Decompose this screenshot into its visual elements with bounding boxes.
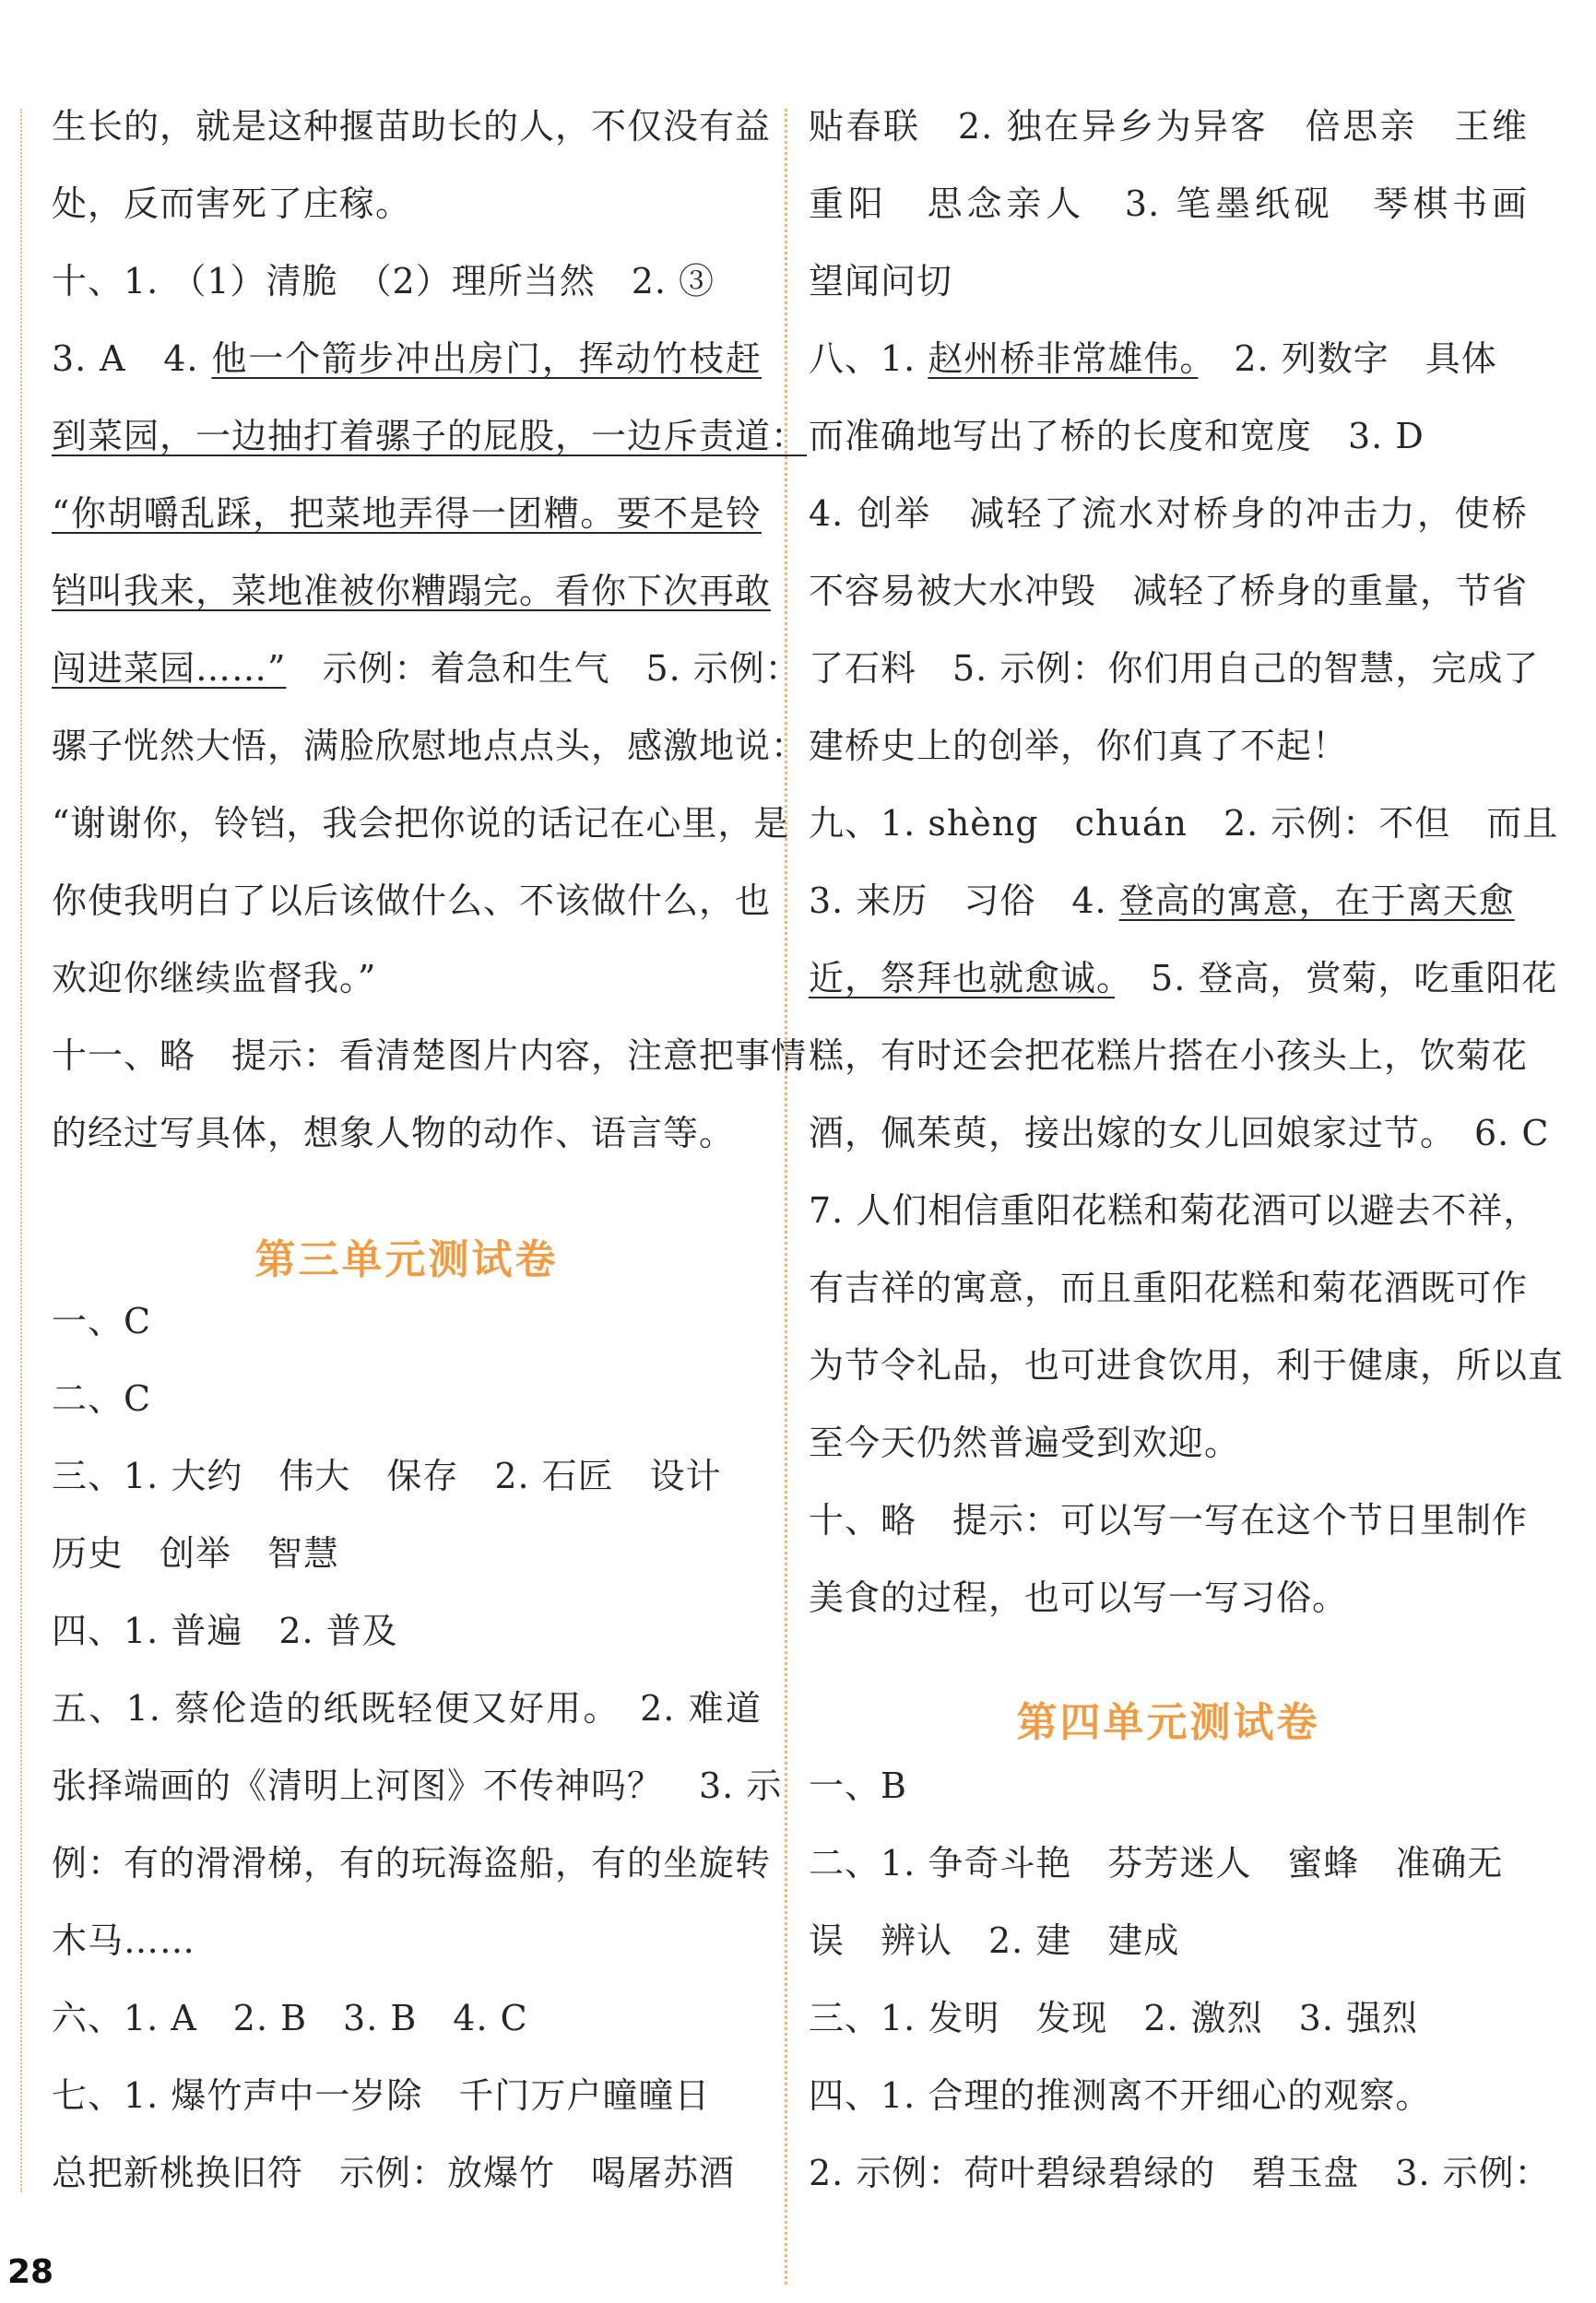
answer-line	[809, 103, 1528, 149]
answer-text: 4. 创举 减轻了流水对桥身的冲击力，使桥	[809, 493, 1528, 534]
underlined-answer-text: 闯进菜园……”	[52, 648, 287, 689]
answer-line	[809, 723, 1528, 769]
answer-text: 7. 人们相信重阳花糕和菊花酒可以避去不祥，	[809, 1190, 1540, 1231]
answer-text: 五、1. 蔡伦造的纸既轻便又好用。 2. 难道	[52, 1688, 762, 1729]
answer-text: 有吉祥的寓意，而且重阳花糕和菊花酒既可作	[809, 1268, 1529, 1308]
answer-line	[809, 878, 1528, 924]
answer-line	[52, 1995, 762, 2041]
answer-line	[809, 490, 1528, 537]
answer-line	[52, 336, 762, 382]
underlined-answer-text: 赵州桥非常雄伟。	[928, 338, 1199, 379]
answer-line	[52, 2073, 762, 2119]
answer-line	[809, 1187, 1540, 1234]
answer-text: 为节令礼品，也可进食饮用，利于健康，所以直	[809, 1345, 1565, 1386]
answer-text: 望闻问切	[809, 261, 953, 301]
answer-text: “谢谢你，铃铛，我会把你说的话记在心里，是	[52, 803, 790, 844]
answer-text: 六、1. A 2. B 3. B 4. C	[52, 1998, 528, 2038]
answer-text: 四、1. 普遍 2. 普及	[52, 1611, 398, 1651]
answer-line	[809, 181, 1528, 227]
section-heading: 第四单元测试卷	[1016, 1699, 1320, 1746]
answer-line	[809, 1110, 1550, 1156]
answer-text: 至今天仍然普遍受到欢迎。	[809, 1423, 1241, 1463]
answer-line	[809, 645, 1540, 691]
answer-line	[52, 723, 808, 769]
answer-text: 3. 来历 习俗 4.	[809, 880, 1119, 921]
answer-line	[52, 568, 772, 614]
answer-line	[52, 1685, 762, 1731]
answer-text: 骡子恍然大悟，满脸欣慰地点点头，感激地说：	[52, 726, 808, 766]
answer-text: 木马……	[52, 1920, 196, 1961]
answer-text: 四、1. 合理的推测离不开细心的观察。	[809, 2075, 1432, 2116]
answer-line	[809, 568, 1528, 614]
answer-text: 不容易被大水冲毁 减轻了桥身的重量，节省	[809, 571, 1529, 611]
answer-line	[52, 800, 790, 846]
answer-line	[809, 1918, 1528, 1964]
answer-line	[52, 1298, 762, 1344]
answer-line	[52, 258, 762, 304]
answer-line	[52, 1530, 762, 1577]
answer-line	[52, 1763, 783, 1809]
answer-text: 建桥史上的创举，你们真了不起！	[809, 726, 1349, 766]
answer-text: 张择端画的《清明上河图》不传神吗？ 3. 示	[52, 1766, 783, 1806]
answer-line	[809, 1995, 1528, 2041]
answer-text: 重阳 思念亲人 3. 笔墨纸砚 琴棋书画	[809, 183, 1528, 224]
answer-text: 5. 登高，赏菊，吃重阳花	[1115, 958, 1558, 998]
answer-line	[52, 1453, 762, 1499]
answer-text: 三、1. 发明 发现 2. 激烈 3. 强烈	[809, 1998, 1419, 2038]
answer-line	[52, 878, 772, 924]
answer-line	[52, 490, 762, 537]
answer-text: 十、略 提示：可以写一写在这个节日里制作	[809, 1500, 1529, 1541]
answer-line	[809, 413, 1528, 459]
page-number: 28	[7, 2253, 54, 2291]
answer-text: 酒，佩茱萸，接出嫁的女儿回娘家过节。 6. C	[809, 1113, 1550, 1153]
answer-line	[52, 1840, 772, 1886]
answer-text: 十、1. （1）清脆 （2）理所当然 2. ③	[52, 261, 715, 301]
answer-text: 3. A 4.	[52, 338, 212, 379]
answer-line	[809, 955, 1558, 1001]
answer-text: 2. 示例：荷叶碧绿碧绿的 碧玉盘 3. 示例：	[809, 2153, 1551, 2193]
answer-text: 2. 列数字 具体	[1198, 338, 1497, 379]
answer-line	[809, 2150, 1551, 2196]
answer-line	[809, 1420, 1528, 1466]
answer-line	[52, 2150, 762, 2196]
answer-text: 总把新桃换旧符 示例：放爆竹 喝屠苏酒	[52, 2153, 736, 2193]
answer-text: 七、1. 爆竹声中一岁除 千门万户曈曈日	[52, 2075, 711, 2116]
answer-text: 的经过写具体，想象人物的动作、语言等。	[52, 1113, 736, 1153]
underlined-answer-text: 登高的寓意，在于离天愈	[1118, 880, 1515, 921]
answer-text: 历史 创举 智慧	[52, 1533, 340, 1574]
answer-text: 你使我明白了以后该做什么、不该做什么，也	[52, 880, 772, 921]
answer-line	[52, 413, 808, 459]
answer-text: 糕，有时还会把花糕片搭在小孩头上，饮菊花	[809, 1035, 1529, 1076]
underlined-answer-text: “你胡嚼乱踩，把菜地弄得一团糟。要不是铃	[52, 493, 762, 534]
answer-text: 一、B	[809, 1766, 907, 1806]
answer-line	[52, 1376, 762, 1422]
answer-line	[809, 1575, 1528, 1621]
answer-line	[52, 181, 762, 227]
answer-text: 贴春联 2. 独在异乡为异客 倍思亲 王维	[809, 106, 1528, 147]
answer-line	[809, 1265, 1528, 1311]
answer-line	[809, 336, 1528, 382]
answer-text: 二、C	[52, 1378, 152, 1419]
underlined-answer-text: 铛叫我来，菜地准被你糟蹋完。看你下次再敢	[52, 571, 772, 611]
answer-line	[52, 1110, 762, 1156]
answer-line	[809, 258, 1528, 304]
answer-text: 十一、略 提示：看清楚图片内容，注意把事情	[52, 1035, 808, 1076]
column-divider	[785, 109, 787, 2285]
answer-line	[809, 800, 1559, 846]
answer-line	[809, 1763, 1528, 1809]
answer-line	[52, 955, 762, 1001]
answer-text: 生长的，就是这种揠苗助长的人，不仅没有益	[52, 106, 772, 147]
answer-text: 九、1. shèng chuán 2. 示例：不但 而且	[809, 803, 1559, 844]
answer-text: 美食的过程，也可以写一写习俗。	[809, 1577, 1349, 1618]
answer-text: 了石料 5. 示例：你们用自己的智慧，完成了	[809, 648, 1540, 689]
answer-text: 误 辨认 2. 建 建成	[809, 1920, 1180, 1961]
answer-text: 欢迎你继续监督我。”	[52, 958, 377, 998]
answer-text: 一、C	[52, 1301, 152, 1341]
answer-line	[809, 2073, 1528, 2119]
answer-line	[52, 1918, 762, 1964]
underlined-answer-text: 到菜园，一边抽打着骡子的屁股，一边斥责道：	[52, 416, 808, 456]
underlined-answer-text: 近，祭拜也就愈诚。	[809, 958, 1116, 998]
answer-line	[809, 1033, 1528, 1079]
answer-text: 而准确地写出了桥的长度和宽度 3. D	[809, 416, 1425, 456]
answer-line	[809, 1342, 1565, 1388]
answer-text: 二、1. 争奇斗艳 芬芳迷人 蜜蜂 准确无	[809, 1843, 1504, 1884]
answer-line	[809, 1840, 1528, 1886]
left-margin-guide	[20, 109, 22, 2192]
answer-text: 示例：着急和生气 5. 示例：	[286, 648, 801, 689]
answer-line	[52, 103, 772, 149]
answer-line	[809, 1497, 1528, 1543]
answer-line	[52, 1033, 808, 1079]
section-heading: 第三单元测试卷	[254, 1236, 559, 1283]
answer-text: 三、1. 大约 伟大 保存 2. 石匠 设计	[52, 1456, 722, 1496]
answer-text: 八、1.	[809, 338, 928, 379]
answer-text: 处，反而害死了庄稼。	[52, 183, 412, 224]
answer-line	[52, 645, 801, 691]
underlined-answer-text: 他一个箭步冲出房门，挥动竹枝赶	[211, 338, 762, 379]
answer-line	[52, 1608, 762, 1654]
answer-text: 例：有的滑滑梯，有的玩海盗船，有的坐旋转	[52, 1843, 772, 1884]
